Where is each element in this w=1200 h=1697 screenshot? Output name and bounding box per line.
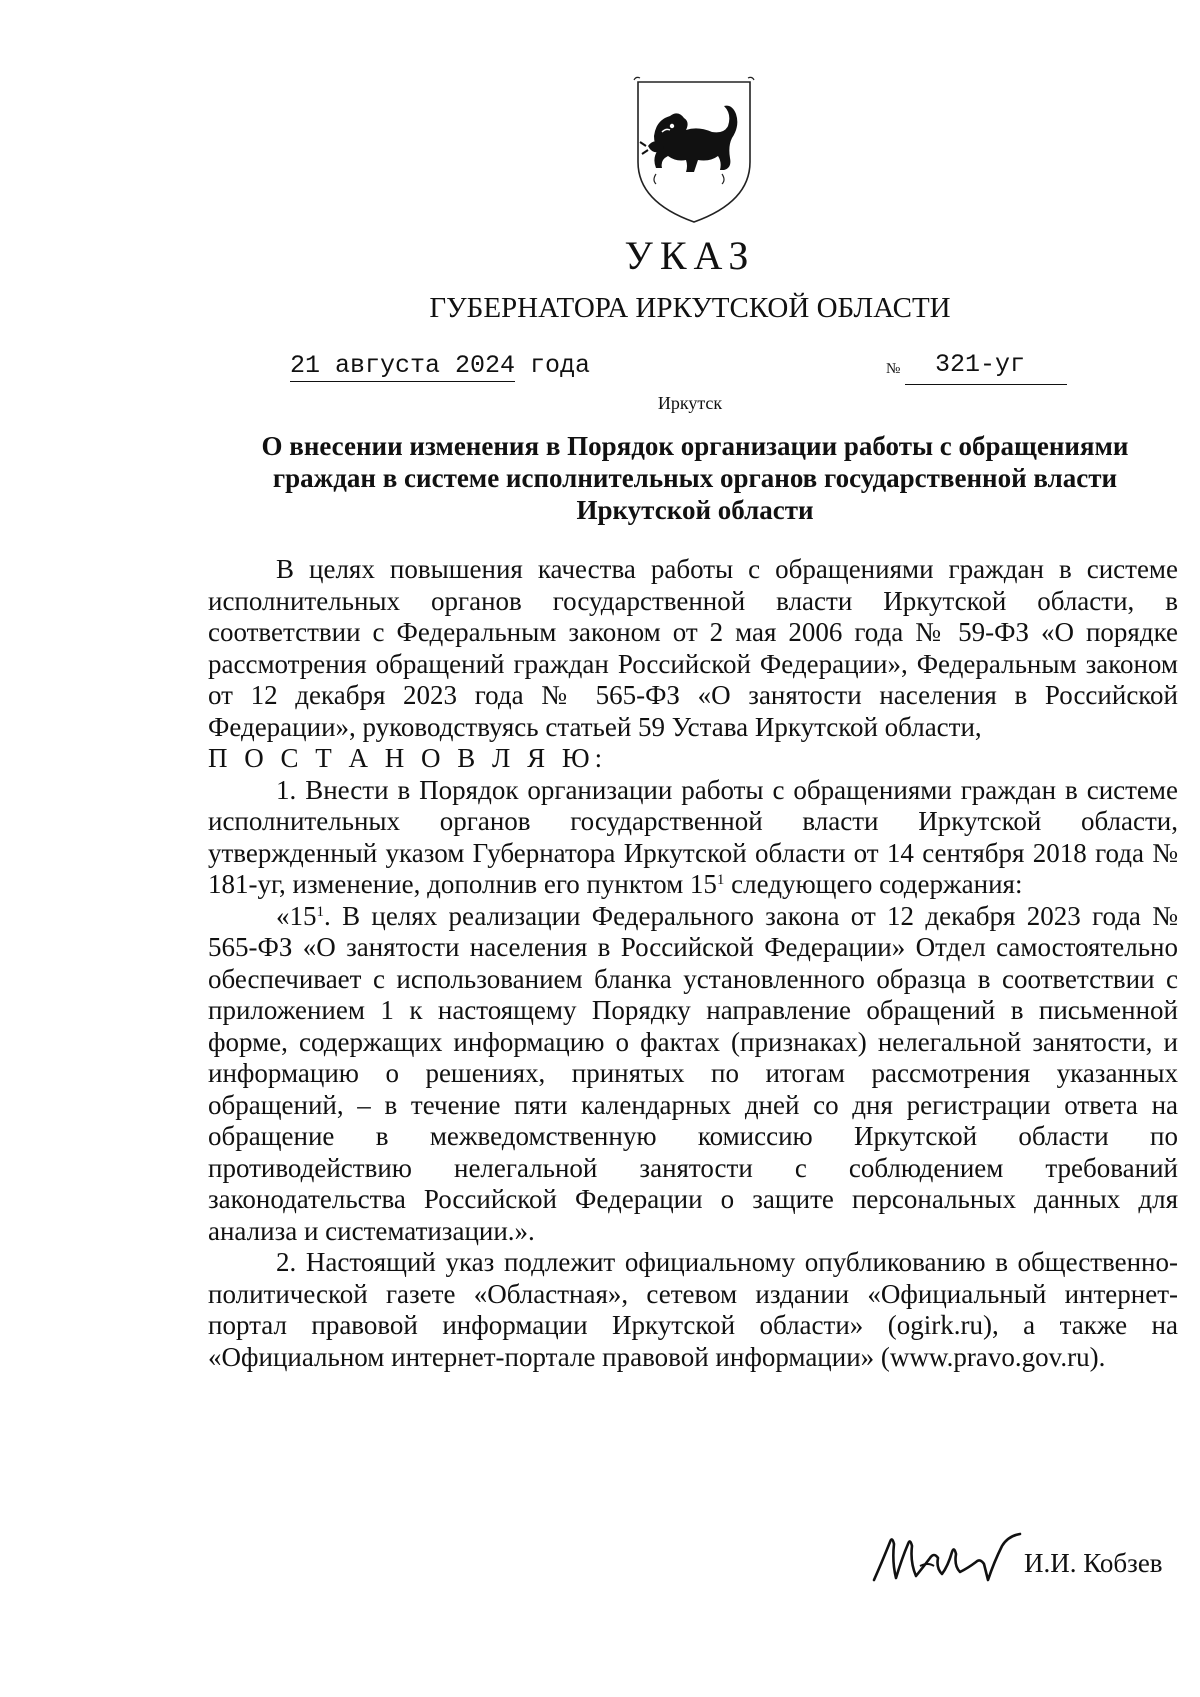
item-1-superscript: 1 [716,872,725,888]
item-1-text: 1. Внести в Порядок организации работы с обращениями граждан в системе исполнительных органов государственной власти Иркутской области, утвержденный указом Губернатора Иркутской области от 14 сентября 2018 года № 181-уг, изменение, дополнив его пунктом 15 [208,774,1178,899]
quoted-point-superscript: 1 [316,903,324,920]
item-1-paragraph [208,775,1178,901]
number-sign: № [886,361,901,377]
decree-title: УКАЗ [624,233,756,278]
signatory-name: И.И. Кобзев [1024,1548,1163,1578]
decree-date-suffix: года [515,351,591,380]
signature-icon [868,1522,1028,1594]
item-1-tail: следующего содержания: [724,869,1023,899]
resolve-keyword: П О С Т А Н О В Л Я Ю: [208,743,608,773]
preamble-paragraph: В целях повышения качества работы с обращениями граждан в системе исполнительных органов государственной власти Иркутской области, в соответствии с Федеральным законом от 2 мая 2006 года № 59-ФЗ «О порядке рассмотрения обращений граждан Российской Федерации», Федеральным законом от 12 декабря 2023 года № 565-ФЗ «О занятости населения в Российской Федерации», руководствуясь статьей 59 Устава Иркутской области, [208,554,1178,742]
quoted-point-paragraph [208,901,1178,1248]
item-2-paragraph: 2. Настоящий указ подлежит официальному опубликованию в общественно-политической газете «Областная», сетевом издании «Официальный интернет-портал правовой информации Иркутской области» (ogirk.ru), а также на «Официальном интернет-портале правовой информации» (www.pravo.gov.ru). [208,1247,1178,1372]
quoted-point-number: «15 [276,900,317,931]
quoted-point-text: . В целях реализации Федерального закона от 12 декабря 2023 года № 565-ФЗ «О занятости населения в Российской Федерации» Отдел самостоятельно обеспечивает с использованием бланка установленного образца в соответствии с приложением 1 к настоящему Порядку направление обращений в письменной форме, содержащих информацию о фактах (признаках) нелегальной занятости, и информацию о решениях, принятых по итогам рассмотрения указанных обращений, – в течение пяти календарных дней со дня регистрации ответа на обращение в межведомственную комиссию Иркутской области по противодействию нелегальной занятости с соблюдением требований законодательства Российской Федерации о защите персональных данных для анализа и систематизации.». [208,900,1178,1246]
issuer-title: ГУБЕРНАТОРА ИРКУТСКОЙ ОБЛАСТИ [429,292,951,324]
decree-body [208,554,1178,1373]
coat-of-arms-icon [632,76,756,226]
decree-date [290,351,590,380]
issue-city: Иркутск [657,393,723,413]
decree-subject: О внесении изменения в Порядок организации работы с обращениями граждан в системе исполнительных органов государственной власти Иркутской области [261,431,1129,525]
decree-date-value: 21 августа 2024 [290,351,516,380]
decree-number: 321-уг [905,351,1067,385]
